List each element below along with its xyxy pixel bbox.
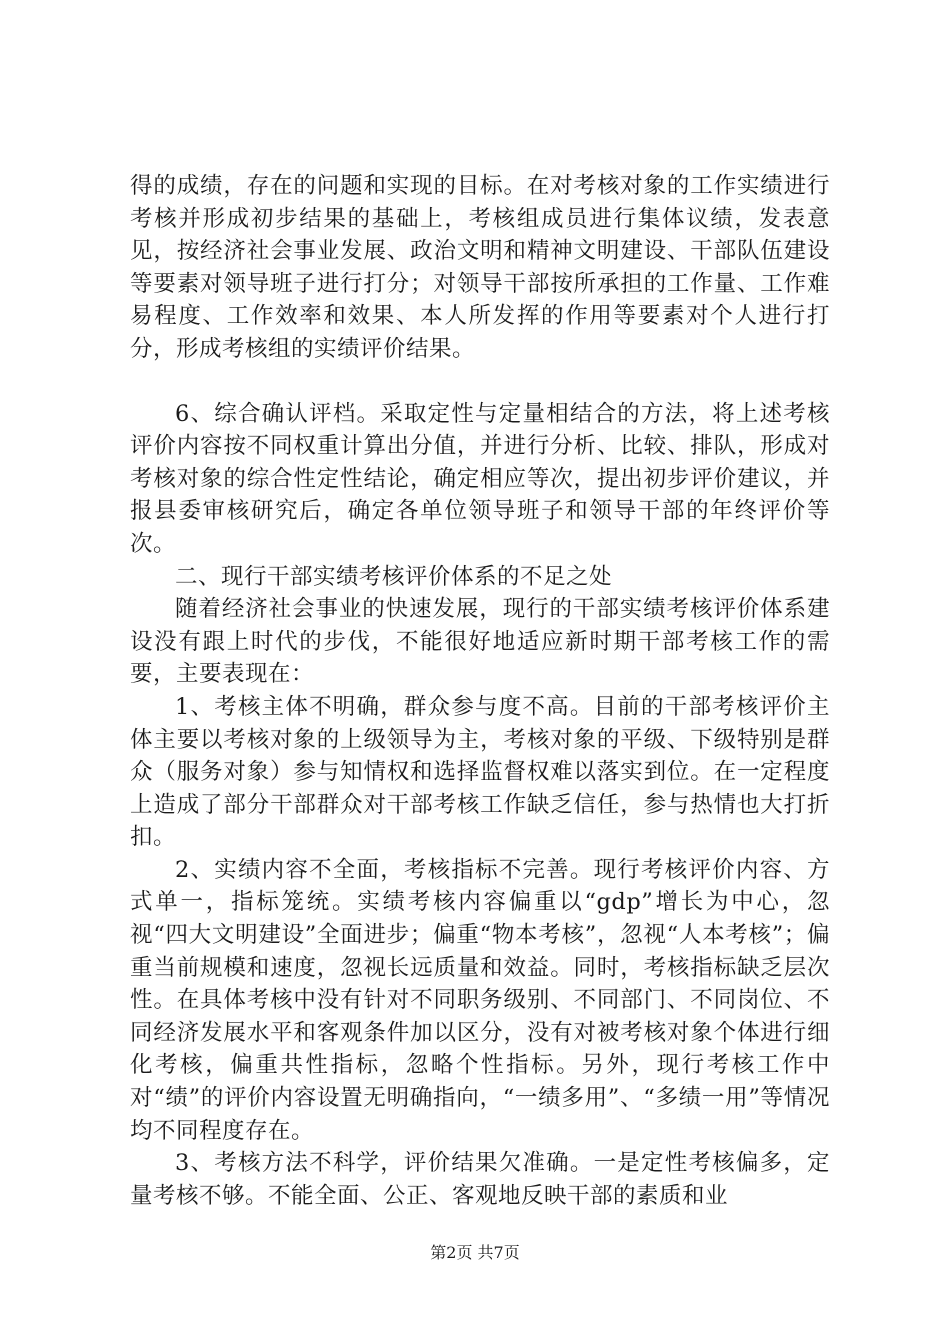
paragraph-point-3: 3、考核方法不科学，评价结果欠准确。一是定性考核偏多，定量考核不够。不能全面、公正、客观地反映干部的素质和业 [130, 1150, 830, 1209]
section-heading-shortcomings: 二、现行干部实绩考核评价体系的不足之处 [175, 563, 613, 590]
page-number-footer: 第2页 共7页 [430, 1243, 520, 1262]
paragraph-performance-evaluation: 得的成绩，存在的问题和实现的目标。在对考核对象的工作实绩进行考核并形成初步结果的基础上，考核组成员进行集体议绩，发表意见，按经济社会事业发展、政治文明和精神文明建设、干部队伍建设等要素对领导班子进行打分；对领导干部按所承担的工作量、工作难易程度、工作效率和效果、本人所发挥的作用等要素对个人进行打分，形成考核组的实绩评价结果。 [130, 173, 830, 362]
paragraph-comprehensive-rating: 6、综合确认评档。采取定性与定量相结合的方法，将上述考核评价内容按不同权重计算出分值，并进行分析、比较、排队，形成对考核对象的综合性定性结论，确定相应等次，提出初步评价建议，并报县委审核研究后，确定各单位领导班子和领导干部的年终评价等次。 [130, 400, 830, 557]
paragraph-point-1: 1、考核主体不明确，群众参与度不高。目前的干部考核评价主体主要以考核对象的上级领导为主，考核对象的平级、下级特别是群众（服务对象）参与知情权和选择监督权难以落实到位。在一定程度上造成了部分干部群众对干部考核工作缺乏信任，参与热情也大打折扣。 [130, 693, 830, 851]
paragraph-point-2: 2、实绩内容不全面，考核指标不完善。现行考核评价内容、方式单一，指标笼统。实绩考核内容偏重以“gdp”增长为中心，忽视“四大文明建设”全面进步；偏重“物本考核”，忽视“人本考核”；偏重当前规模和速度，忽视长远质量和效益。同时，考核指标缺乏层次性。在具体考核中没有针对不同职务级别、不同部门、不同岗位、不同经济发展水平和客观条件加以区分，没有对被考核对象个体进行细化考核，偏重共性指标，忽略个性指标。另外，现行考核工作中对“绩”的评价内容设置无明确指向，“一绩多用”、“多绩一用”等情况均不同程度存在。 [130, 856, 830, 1144]
paragraph-intro-shortcomings: 随着经济社会事业的快速发展，现行的干部实绩考核评价体系建设没有跟上时代的步伐，不能很好地适应新时期干部考核工作的需要，主要表现在： [130, 596, 830, 688]
document-body [130, 170, 830, 1212]
